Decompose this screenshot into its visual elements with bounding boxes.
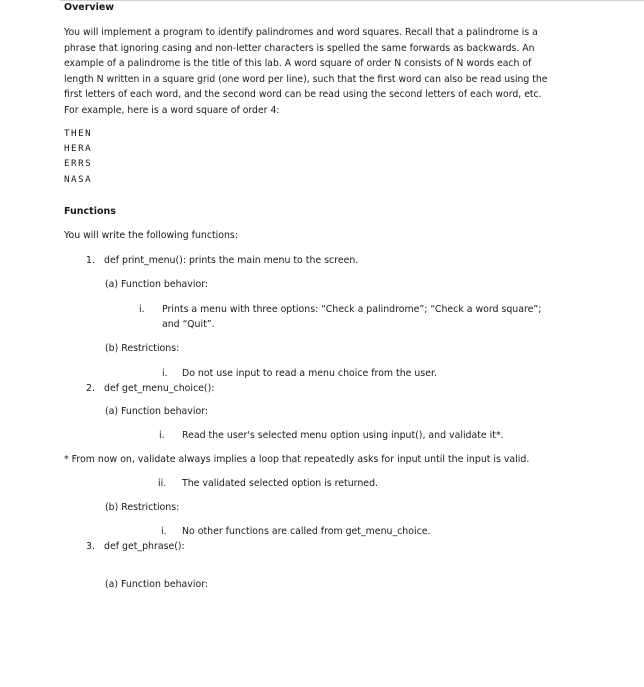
f1-number: 1. <box>86 255 95 266</box>
f1-signature: def print_menu(): prints the main menu to the screen. <box>104 255 359 266</box>
word-square-row: THEN <box>64 128 93 139</box>
word-square-row: HERA <box>64 143 93 154</box>
f1-restriction-number: i. <box>162 368 168 379</box>
f2-restrictions-label: (b) Restrictions: <box>105 502 180 513</box>
f1-restrictions-label: (b) Restrictions: <box>105 343 180 354</box>
f2-behavior-label: (a) Function behavior: <box>105 406 209 417</box>
overview-line: first letters of each word, and the second word can be read using the second letters of each word, etc. <box>64 89 542 101</box>
word-square-row: NASA <box>64 174 93 185</box>
f3-number: 3. <box>86 541 95 552</box>
f1-behavior-label: (a) Function behavior: <box>105 279 209 290</box>
overview-line: length N written in a square grid (one word per line), such that the first word can also be read using the <box>64 73 548 85</box>
overview-paragraph <box>64 25 584 119</box>
f2-restriction-number: i. <box>161 526 167 537</box>
f2-behavior-number: ii. <box>158 478 167 489</box>
f1-behavior-line: Prints a menu with three options: “Check a palindrome”; “Check a word square”; <box>162 304 542 315</box>
f3-behavior-label: (a) Function behavior: <box>105 579 209 590</box>
f1-behavior-number: i. <box>139 304 145 315</box>
f2-behavior-text: The validated selected option is returned. <box>182 478 379 489</box>
f3-signature: def get_phrase(): <box>104 541 185 552</box>
overview-line: example of a palindrome is the title of this lab. A word square of order N consists of N words each of <box>64 58 532 70</box>
functions-intro: You will write the following functions: <box>64 230 238 241</box>
f2-signature: def get_menu_choice(): <box>104 383 215 394</box>
overview-line: For example, here is a word square of order 4: <box>64 104 280 116</box>
functions-heading: Functions <box>64 206 116 217</box>
validation-footnote: * From now on, validate always implies a loop that repeatedly asks for input until the input is valid. <box>64 454 530 465</box>
overview-line: You will implement a program to identify palindromes and word squares. Recall that a palindrome is a <box>64 27 538 38</box>
top-rule <box>60 0 644 1</box>
f2-restriction-text: No other functions are called from get_menu_choice. <box>182 526 431 537</box>
f2-number: 2. <box>86 383 95 394</box>
overview-line: phrase that ignoring casing and non-letter characters is spelled the same forwards as backwards. An <box>64 42 535 54</box>
f1-restriction-text: Do not use input to read a menu choice from the user. <box>182 368 437 379</box>
f1-behavior-line: and “Quit”. <box>162 319 215 330</box>
f2-behavior-text: Read the user's selected menu option using input(), and validate it*. <box>182 430 504 441</box>
overview-heading: Overview <box>64 2 115 13</box>
word-square-row: ERRS <box>64 158 93 169</box>
f2-behavior-number: i. <box>159 430 165 441</box>
